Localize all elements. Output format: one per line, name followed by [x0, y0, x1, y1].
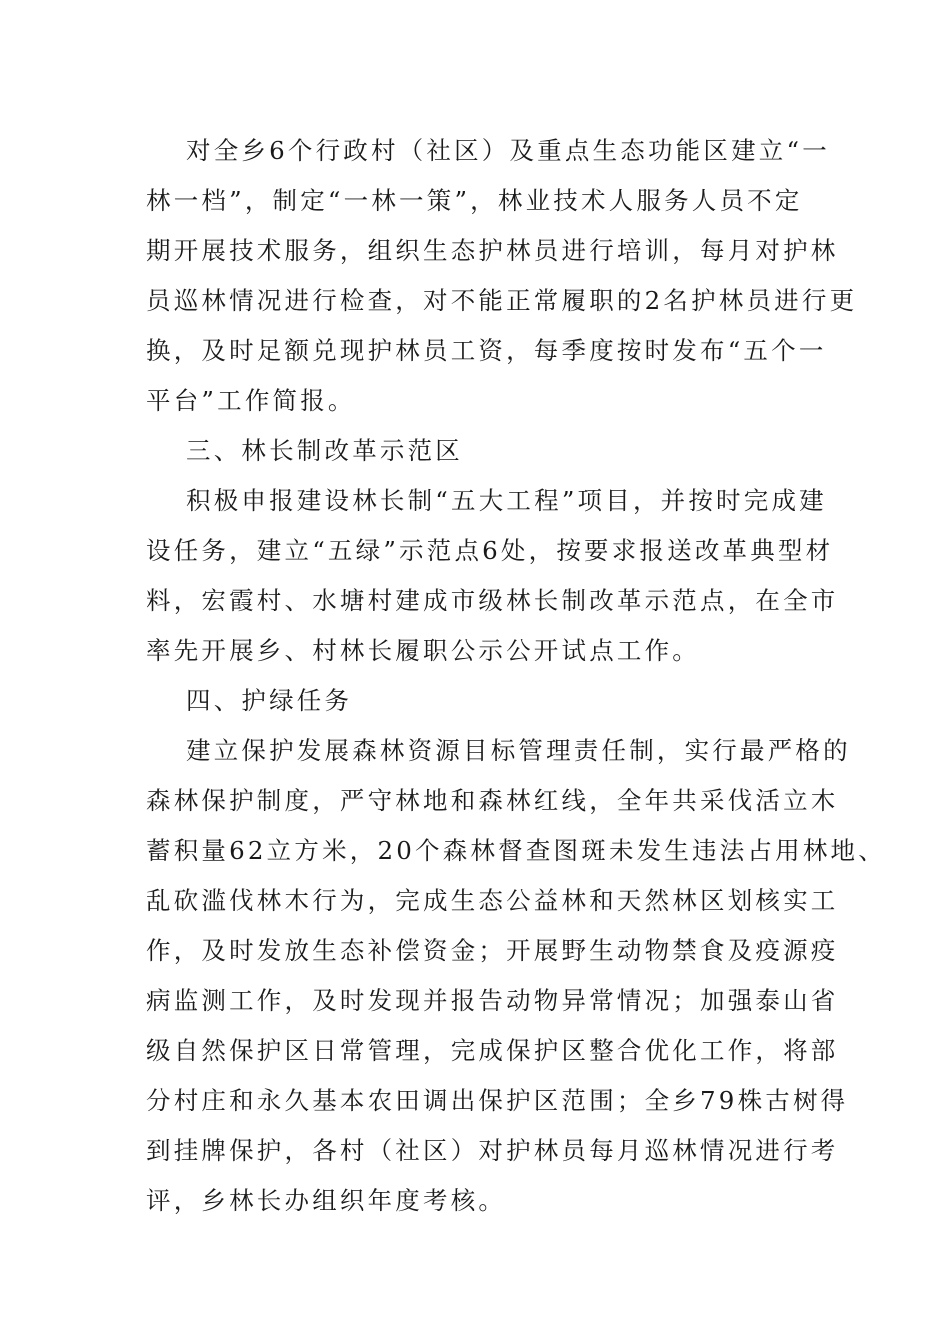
- paragraph-1-line-1: 对全乡6个行政村（社区）及重点生态功能区建立“一: [186, 136, 830, 165]
- section-heading-4: 四、护绿任务: [186, 686, 353, 715]
- paragraph-3-line-4: 乱砍滥伐林木行为，完成生态公益林和天然林区划核实工: [146, 886, 839, 915]
- paragraph-3-line-9: 到挂牌保护，各村（社区）对护林员每月巡林情况进行考: [146, 1136, 839, 1165]
- paragraph-1-line-6: 平台”工作简报。: [146, 386, 356, 415]
- paragraph-2-line-3: 料，宏霞村、水塘村建成市级林长制改革示范点，在全市: [146, 586, 839, 615]
- paragraph-3-line-8: 分村庄和永久基本农田调出保护区范围；全乡79株古树得: [146, 1086, 849, 1115]
- paragraph-1-line-4: 员巡林情况进行检查，对不能正常履职的2名护林员进行更: [146, 286, 858, 315]
- paragraph-2-line-1: 积极申报建设林长制“五大工程”项目，并按时完成建: [186, 486, 827, 515]
- paragraph-3-line-5: 作，及时发放生态补偿资金；开展野生动物禁食及疫源疫: [146, 936, 839, 965]
- paragraph-3-line-6: 病监测工作，及时发现并报告动物异常情况；加强泰山省: [146, 986, 839, 1015]
- document-body: [146, 126, 886, 1226]
- paragraph-1-line-5: 换，及时足额兑现护林员工资，每季度按时发布“五个一: [146, 336, 827, 365]
- section-heading-3: 三、林长制改革示范区: [186, 436, 463, 465]
- paragraph-3-line-1: 建立保护发展森林资源目标管理责任制，实行最严格的: [186, 736, 851, 765]
- paragraph-1-line-3: 期开展技术服务，组织生态护林员进行培训，每月对护林: [146, 236, 839, 265]
- paragraph-2-line-4: 率先开展乡、村林长履职公示公开试点工作。: [146, 636, 700, 665]
- paragraph-3-line-3: 蓄积量62立方米，20个森林督查图斑未发生违法占用林地、: [146, 836, 886, 865]
- paragraph-1-line-2: 林一档”，制定“一林一策”，林业技术人服务人员不定: [146, 186, 803, 215]
- paragraph-3-line-7: 级自然保护区日常管理，完成保护区整合优化工作，将部: [146, 1036, 839, 1065]
- paragraph-3-line-2: 森林保护制度，严守林地和森林红线，全年共采伐活立木: [146, 786, 839, 815]
- paragraph-3-line-10: 评，乡林长办组织年度考核。: [146, 1186, 507, 1215]
- paragraph-2-line-2: 设任务，建立“五绿”示范点6处，按要求报送改革典型材: [146, 536, 834, 565]
